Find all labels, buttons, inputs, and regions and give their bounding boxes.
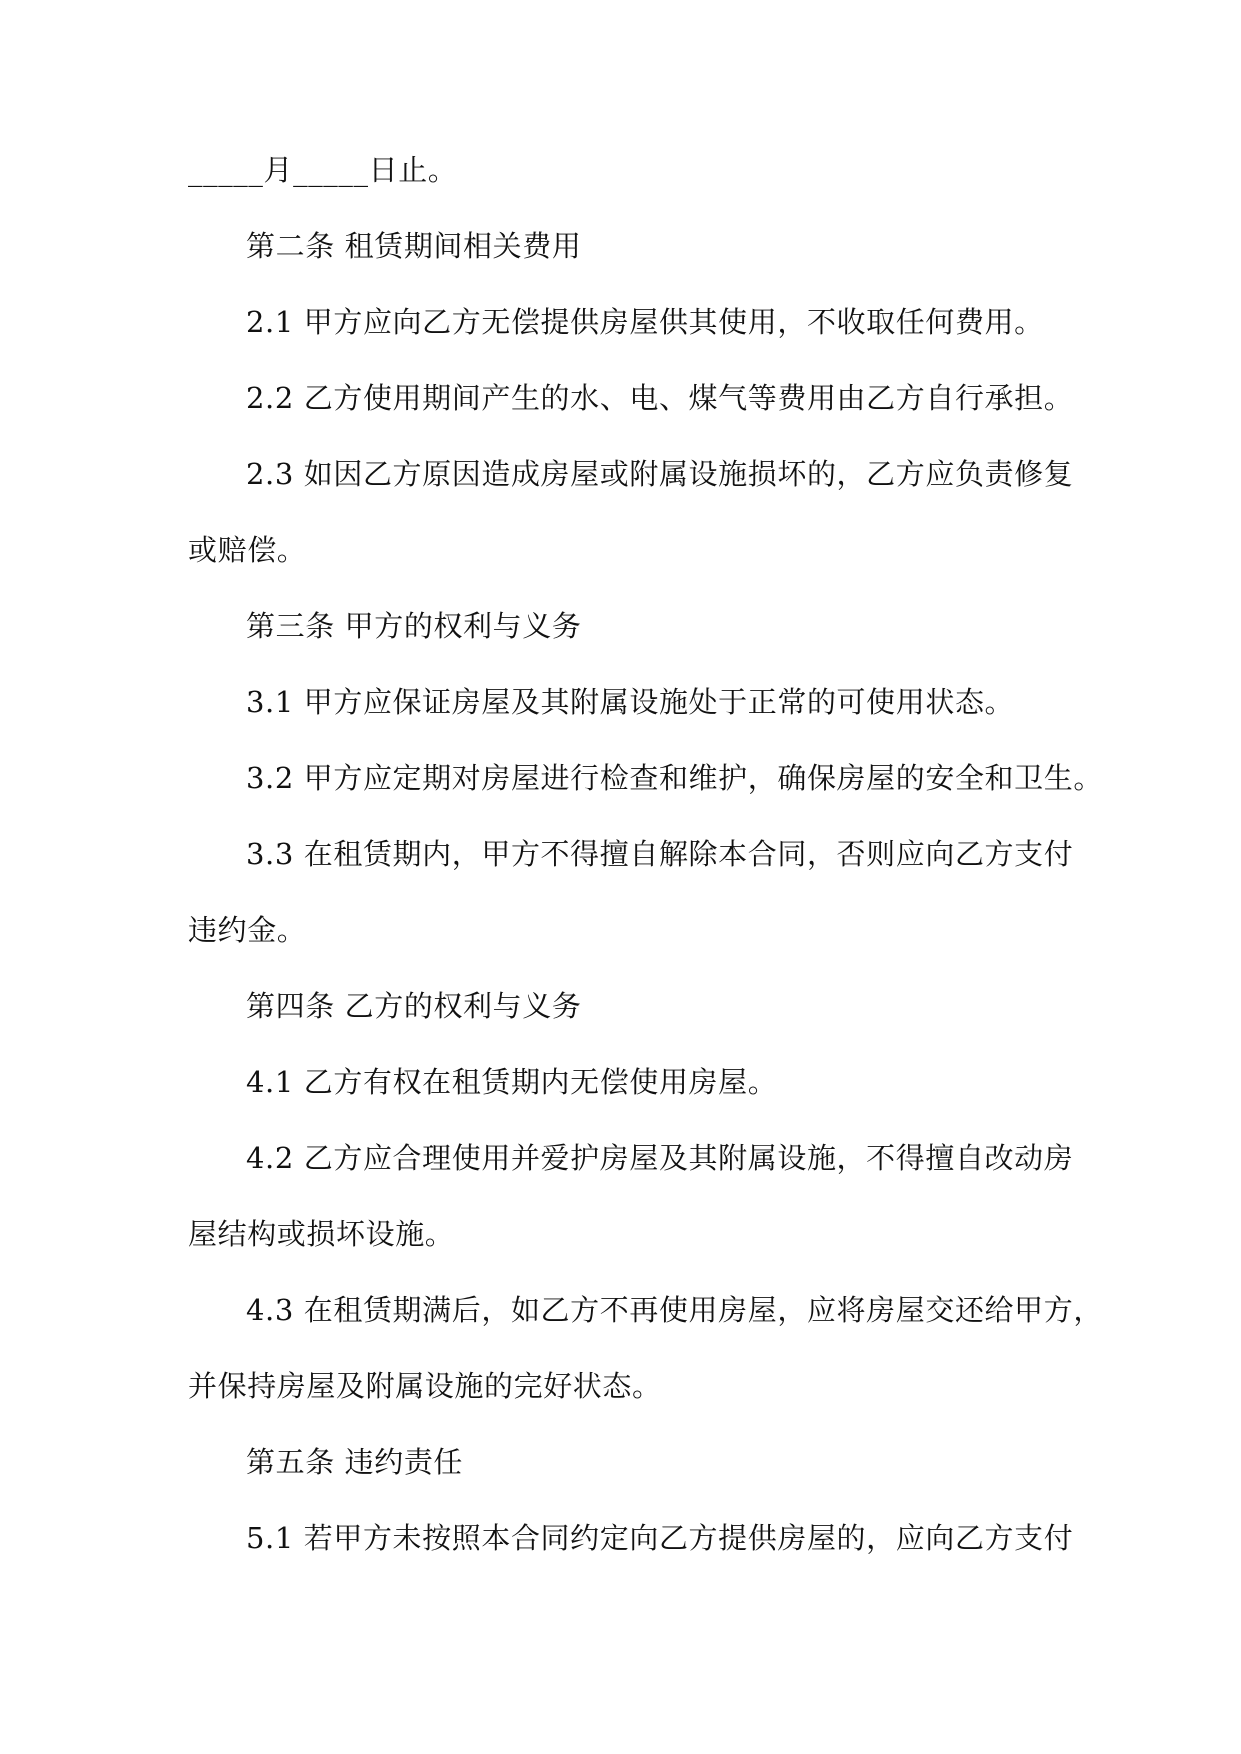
article-3-heading: 第三条 甲方的权利与义务 [246,609,582,643]
clause-4-2: 4.2 乙方应合理使用并爱护房屋及其附属设施，不得擅自改动房 [246,1141,1074,1175]
article-5-heading: 第五条 违约责任 [246,1445,464,1479]
date-end-line: _____月_____日止。 [188,153,458,187]
clause-3-1: 3.1 甲方应保证房屋及其附属设施处于正常的可使用状态。 [246,685,1015,719]
clause-2-3: 2.3 如因乙方原因造成房屋或附属设施损坏的，乙方应负责修复 [246,457,1074,491]
article-4-heading: 第四条 乙方的权利与义务 [246,989,582,1023]
clause-3-3: 3.3 在租赁期内，甲方不得擅自解除本合同，否则应向乙方支付 [246,837,1074,871]
clause-2-1: 2.1 甲方应向乙方无偿提供房屋供其使用，不收取任何费用。 [246,305,1044,339]
clause-2-2: 2.2 乙方使用期间产生的水、电、煤气等费用由乙方自行承担。 [246,381,1074,415]
clause-3-3-continued: 违约金。 [188,913,307,947]
clause-3-2: 3.2 甲方应定期对房屋进行检查和维护，确保房屋的安全和卫生。 [246,761,1103,795]
clause-4-1: 4.1 乙方有权在租赁期内无偿使用房屋。 [246,1065,778,1099]
clause-4-3: 4.3 在租赁期满后，如乙方不再使用房屋，应将房屋交还给甲方， [246,1293,1103,1327]
clause-5-1: 5.1 若甲方未按照本合同约定向乙方提供房屋的，应向乙方支付 [246,1521,1074,1555]
clause-2-3-continued: 或赔偿。 [188,533,307,567]
article-2-heading: 第二条 租赁期间相关费用 [246,229,582,263]
clause-4-3-continued: 并保持房屋及附属设施的完好状态。 [188,1369,662,1403]
clause-4-2-continued: 屋结构或损坏设施。 [188,1217,455,1251]
